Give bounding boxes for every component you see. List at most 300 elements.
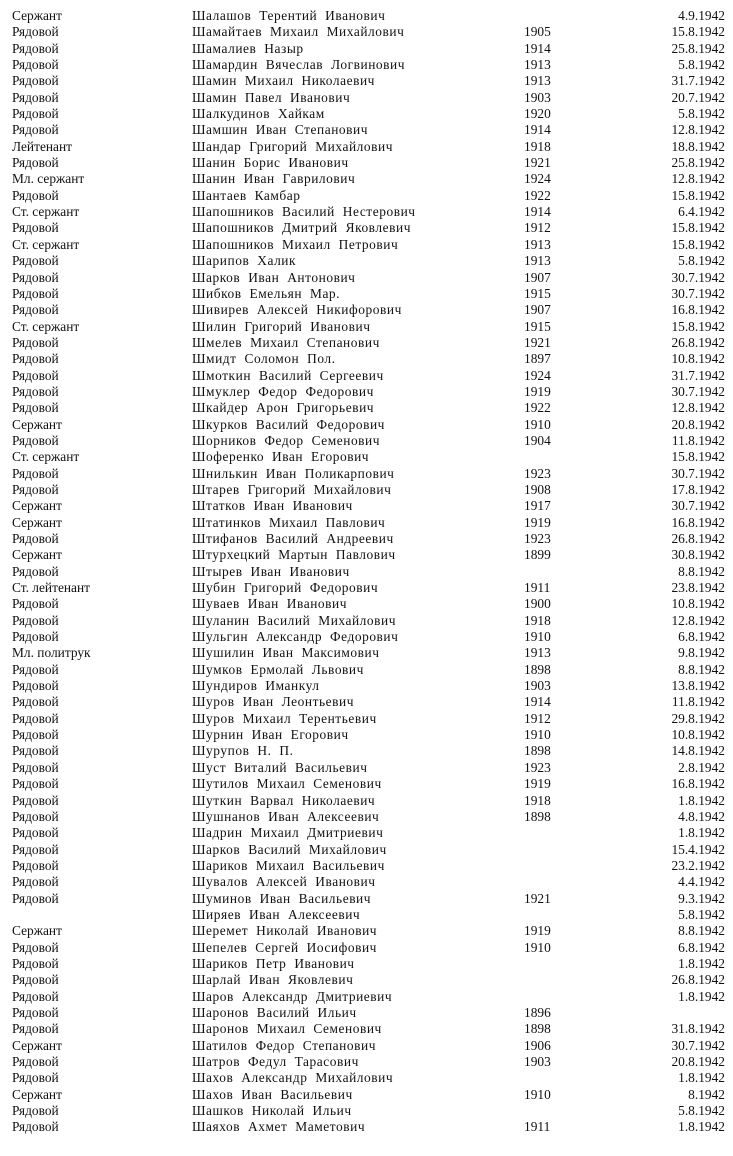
list-row <box>0 1021 733 1037</box>
date-cell: 15.4.1942 <box>671 841 725 857</box>
list-row <box>0 400 733 416</box>
name-cell: Шкурков Василий Федорович <box>192 416 385 432</box>
rank-cell: Рядовой <box>12 1054 59 1069</box>
rank-cell: Рядовой <box>12 694 59 710</box>
name-cell: Шувалов Алексей Иванович <box>192 874 376 890</box>
birth-year-cell: 1913 <box>524 73 551 89</box>
name-cell: Шеремет Николай Иванович <box>192 923 378 939</box>
date-cell: 26.8.1942 <box>671 972 725 988</box>
name-cell: Шарипов Халик <box>192 253 297 269</box>
date-cell: 12.8.1942 <box>671 612 725 628</box>
rank-cell: Рядовой <box>12 661 59 677</box>
name-cell: Ширяев Иван Алексеевич <box>192 906 361 922</box>
date-cell: 2.8.1942 <box>678 759 725 775</box>
list-row <box>0 171 733 187</box>
birth-year-cell: 1913 <box>524 57 551 73</box>
birth-year-cell: 1917 <box>524 498 551 514</box>
rank-cell: Рядовой <box>12 678 59 694</box>
list-row <box>0 286 733 302</box>
rank-cell: Ст. сержант <box>12 449 80 465</box>
date-cell: 15.8.1942 <box>671 187 725 203</box>
date-cell: 31.8.1942 <box>671 1021 725 1037</box>
rank-cell: Рядовой <box>12 596 59 612</box>
list-row <box>0 760 733 776</box>
list-row <box>0 874 733 890</box>
rank-cell: Мл. политрук <box>12 645 91 661</box>
birth-year-cell: 1910 <box>524 629 551 645</box>
rank-cell: Рядовой <box>12 465 59 481</box>
birth-year-cell: 1920 <box>524 106 551 122</box>
name-cell: Шушнанов Иван Алексеевич <box>192 808 380 824</box>
list-row <box>0 629 733 645</box>
name-cell: Шаронов Василий Ильич <box>192 1004 357 1020</box>
rank-cell: Мл. сержант <box>12 171 85 187</box>
list-row <box>0 368 733 384</box>
rank-cell: Сержант <box>12 547 62 563</box>
date-cell: 1.8.1942 <box>678 988 725 1004</box>
name-cell: Шурупов Н. П. <box>192 743 294 759</box>
rank-cell: Рядовой <box>12 531 59 546</box>
list-row <box>0 8 733 24</box>
date-cell: 8.8.1942 <box>678 661 725 677</box>
rank-cell: Рядовой <box>12 1004 59 1020</box>
rank-cell: Рядовой <box>12 367 59 383</box>
birth-year-cell: 1924 <box>524 367 551 383</box>
rank-cell: Рядовой <box>12 122 59 138</box>
list-row <box>0 482 733 498</box>
list-row <box>0 678 733 694</box>
list-row <box>0 204 733 220</box>
list-row <box>0 515 733 531</box>
list-row <box>0 940 733 956</box>
rank-cell: Рядовой <box>12 710 59 726</box>
name-cell: Шамшин Иван Степанович <box>192 122 369 138</box>
birth-year-cell: 1922 <box>524 187 551 203</box>
list-row <box>0 547 733 563</box>
date-cell: 8.1942 <box>688 1086 725 1102</box>
rank-cell: Рядовой <box>12 351 59 367</box>
birth-year-cell: 1915 <box>524 318 551 334</box>
date-cell: 15.8.1942 <box>671 236 725 252</box>
rank-cell: Ст. сержант <box>12 204 80 220</box>
rank-cell: Рядовой <box>12 481 59 497</box>
rank-cell: Рядовой <box>12 972 59 988</box>
name-cell: Шариков Петр Иванович <box>192 955 355 971</box>
rank-cell: Рядовой <box>12 106 59 122</box>
list-row <box>0 335 733 351</box>
list-row <box>0 188 733 204</box>
list-row <box>0 989 733 1005</box>
birth-year-cell: 1897 <box>524 351 551 367</box>
name-cell: Шапошников Василий Нестерович <box>192 204 416 220</box>
birth-year-cell: 1923 <box>524 465 551 481</box>
list-row <box>0 842 733 858</box>
list-row <box>0 923 733 939</box>
rank-cell: Рядовой <box>12 612 59 628</box>
list-row <box>0 1070 733 1086</box>
date-cell: 10.8.1942 <box>671 351 725 367</box>
rank-cell: Рядовой <box>12 1070 59 1086</box>
list-row <box>0 1038 733 1054</box>
name-cell: Шульгин Александр Федорович <box>192 629 399 645</box>
birth-year-cell: 1913 <box>524 645 551 661</box>
date-cell: 5.8.1942 <box>678 906 725 922</box>
name-cell: Шибков Емельян Мар. <box>192 285 341 301</box>
list-row <box>0 253 733 269</box>
birth-year-cell: 1913 <box>524 253 551 269</box>
list-row <box>0 727 733 743</box>
name-cell: Шнилькин Иван Поликарпович <box>192 465 395 481</box>
birth-year-cell: 1913 <box>524 236 551 252</box>
list-row <box>0 220 733 236</box>
birth-year-cell: 1910 <box>524 939 551 955</box>
birth-year-cell: 1903 <box>524 678 551 694</box>
date-cell: 9.8.1942 <box>678 645 725 661</box>
rank-cell: Сержант <box>12 1037 62 1053</box>
name-cell: Шуланин Василий Михайлович <box>192 612 397 628</box>
birth-year-cell: 1914 <box>524 694 551 710</box>
rank-cell: Рядовой <box>12 890 59 906</box>
date-cell: 9.3.1942 <box>678 890 725 906</box>
rank-cell: Рядовой <box>12 743 59 759</box>
date-cell: 15.8.1942 <box>671 220 725 236</box>
rank-cell: Рядовой <box>12 24 59 40</box>
name-cell: Шандар Григорий Михайлович <box>192 138 394 154</box>
list-row <box>0 531 733 547</box>
rank-cell: Рядовой <box>12 955 59 971</box>
list-row <box>0 139 733 155</box>
name-cell: Шарков Василий Михайлович <box>192 841 387 857</box>
birth-year-cell: 1914 <box>524 40 551 56</box>
birth-year-cell: 1908 <box>524 481 551 497</box>
rank-cell: Рядовой <box>12 988 59 1004</box>
name-cell: Шалашов Терентий Иванович <box>192 8 386 23</box>
rank-cell: Ст. сержант <box>12 236 80 252</box>
rank-cell: Сержант <box>12 923 62 939</box>
date-cell: 5.8.1942 <box>678 57 725 73</box>
date-cell: 26.8.1942 <box>671 531 725 546</box>
date-cell: 12.8.1942 <box>671 400 725 416</box>
birth-year-cell: 1905 <box>524 24 551 40</box>
list-row <box>0 237 733 253</box>
list-row <box>0 711 733 727</box>
list-row <box>0 776 733 792</box>
date-cell: 13.8.1942 <box>671 678 725 694</box>
name-cell: Шмуклер Федор Федорович <box>192 383 374 399</box>
list-row <box>0 351 733 367</box>
birth-year-cell: 1898 <box>524 743 551 759</box>
list-row <box>0 73 733 89</box>
birth-year-cell: 1907 <box>524 269 551 285</box>
name-cell: Штырев Иван Иванович <box>192 563 350 579</box>
rank-cell: Рядовой <box>12 432 59 448</box>
name-cell: Шатров Федул Тарасович <box>192 1054 359 1069</box>
rank-cell: Рядовой <box>12 285 59 301</box>
rank-cell: Рядовой <box>12 1119 59 1135</box>
list-row <box>0 90 733 106</box>
birth-year-cell: 1912 <box>524 710 551 726</box>
birth-year-cell: 1919 <box>524 923 551 939</box>
rank-cell: Сержант <box>12 498 62 514</box>
name-cell: Шубин Григорий Федорович <box>192 580 379 596</box>
name-cell: Шуткин Варвал Николаевич <box>192 792 376 808</box>
name-cell: Шарлай Иван Яковлевич <box>192 972 354 988</box>
rank-cell: Сержант <box>12 1086 62 1102</box>
rank-cell: Рядовой <box>12 187 59 203</box>
name-cell: Шамин Павел Иванович <box>192 89 351 105</box>
date-cell: 10.8.1942 <box>671 596 725 612</box>
birth-year-cell: 1914 <box>524 122 551 138</box>
rank-cell: Рядовой <box>12 269 59 285</box>
list-row <box>0 466 733 482</box>
birth-year-cell: 1918 <box>524 612 551 628</box>
rank-cell: Рядовой <box>12 383 59 399</box>
rank-cell: Сержант <box>12 8 62 23</box>
rank-cell: Рядовой <box>12 874 59 890</box>
birth-year-cell: 1906 <box>524 1037 551 1053</box>
list-row <box>0 155 733 171</box>
name-cell: Шушилин Иван Максимович <box>192 645 380 661</box>
birth-year-cell: 1899 <box>524 547 551 563</box>
list-row <box>0 41 733 57</box>
list-row <box>0 662 733 678</box>
list-row <box>0 564 733 580</box>
rank-cell: Лейтенант <box>12 138 73 154</box>
list-row <box>0 645 733 661</box>
name-cell: Шарков Иван Антонович <box>192 269 356 285</box>
birth-year-cell: 1898 <box>524 808 551 824</box>
name-cell: Шаров Александр Дмитриевич <box>192 988 393 1004</box>
date-cell: 12.8.1942 <box>671 122 725 138</box>
name-cell: Шанин Иван Гаврилович <box>192 171 356 187</box>
list-row <box>0 793 733 809</box>
date-cell: 15.8.1942 <box>671 449 725 465</box>
date-cell: 1.8.1942 <box>678 955 725 971</box>
name-cell: Шапошников Дмитрий Яковлевич <box>192 220 411 236</box>
date-cell: 1.8.1942 <box>678 1070 725 1086</box>
casualty-list <box>0 8 733 1136</box>
list-row <box>0 449 733 465</box>
name-cell: Шепелев Сергей Иосифович <box>192 939 377 955</box>
name-cell: Шашков Николай Ильич <box>192 1103 352 1119</box>
date-cell: 16.8.1942 <box>671 776 725 792</box>
name-cell: Шадрин Михаил Дмитриевич <box>192 825 384 841</box>
birth-year-cell: 1903 <box>524 89 551 105</box>
list-row <box>0 57 733 73</box>
rank-cell: Рядовой <box>12 400 59 416</box>
date-cell: 30.7.1942 <box>671 383 725 399</box>
date-cell: 16.8.1942 <box>671 302 725 318</box>
birth-year-cell: 1907 <box>524 302 551 318</box>
name-cell: Шариков Михаил Васильевич <box>192 857 385 873</box>
list-row <box>0 24 733 40</box>
date-cell: 30.7.1942 <box>671 269 725 285</box>
name-cell: Шуминов Иван Васильевич <box>192 890 372 906</box>
birth-year-cell: 1900 <box>524 596 551 612</box>
list-row <box>0 270 733 286</box>
name-cell: Шанин Борис Иванович <box>192 155 349 171</box>
rank-cell: Рядовой <box>12 629 59 645</box>
name-cell: Шоференко Иван Егорович <box>192 449 370 465</box>
list-row <box>0 743 733 759</box>
birth-year-cell: 1919 <box>524 776 551 792</box>
list-row <box>0 580 733 596</box>
date-cell: 11.8.1942 <box>671 432 725 448</box>
list-row <box>0 417 733 433</box>
date-cell: 1.8.1942 <box>678 1119 725 1135</box>
date-cell: 26.8.1942 <box>671 334 725 350</box>
birth-year-cell: 1921 <box>524 334 551 350</box>
name-cell: Шмидт Соломон Пол. <box>192 351 336 367</box>
rank-cell: Рядовой <box>12 563 59 579</box>
date-cell: 6.4.1942 <box>678 204 725 220</box>
birth-year-cell: 1924 <box>524 171 551 187</box>
date-cell: 1.8.1942 <box>678 825 725 841</box>
name-cell: Штурхецкий Мартын Павлович <box>192 547 396 563</box>
date-cell: 30.7.1942 <box>671 285 725 301</box>
list-row <box>0 825 733 841</box>
name-cell: Шмоткин Василий Сергеевич <box>192 367 384 383</box>
rank-cell: Ст. сержант <box>12 318 80 334</box>
list-row <box>0 1054 733 1070</box>
name-cell: Шорников Федор Семенович <box>192 432 381 448</box>
list-row <box>0 1087 733 1103</box>
name-cell: Шапошников Михаил Петрович <box>192 236 399 252</box>
date-cell: 11.8.1942 <box>671 694 725 710</box>
list-row <box>0 596 733 612</box>
name-cell: Шатилов Федор Степанович <box>192 1037 377 1053</box>
date-cell: 23.2.1942 <box>671 857 725 873</box>
rank-cell: Рядовой <box>12 841 59 857</box>
name-cell: Шамайтаев Михаил Михайлович <box>192 24 405 40</box>
date-cell: 8.8.1942 <box>678 563 725 579</box>
birth-year-cell: 1911 <box>524 1119 551 1135</box>
rank-cell: Рядовой <box>12 727 59 743</box>
name-cell: Шахов Иван Васильевич <box>192 1086 353 1102</box>
rank-cell: Рядовой <box>12 89 59 105</box>
rank-cell: Рядовой <box>12 1021 59 1037</box>
date-cell: 4.4.1942 <box>678 874 725 890</box>
birth-year-cell: 1898 <box>524 661 551 677</box>
date-cell: 30.7.1942 <box>671 465 725 481</box>
date-cell: 30.7.1942 <box>671 1037 725 1053</box>
rank-cell: Ст. лейтенант <box>12 580 91 596</box>
birth-year-cell: 1921 <box>524 890 551 906</box>
date-cell: 15.8.1942 <box>671 318 725 334</box>
name-cell: Шилин Григорий Иванович <box>192 318 371 334</box>
date-cell: 20.7.1942 <box>671 89 725 105</box>
list-row <box>0 694 733 710</box>
list-row <box>0 122 733 138</box>
name-cell: Шмелев Михаил Степанович <box>192 334 380 350</box>
list-row <box>0 498 733 514</box>
birth-year-cell: 1921 <box>524 155 551 171</box>
name-cell: Штифанов Василий Андреевич <box>192 531 394 546</box>
name-cell: Шуваев Иван Иванович <box>192 596 348 612</box>
date-cell: 5.8.1942 <box>678 1103 725 1119</box>
name-cell: Шаяхов Ахмет Маметович <box>192 1119 366 1135</box>
list-row <box>0 972 733 988</box>
birth-year-cell: 1923 <box>524 531 551 546</box>
birth-year-cell: 1914 <box>524 204 551 220</box>
list-row <box>0 1119 733 1135</box>
rank-cell: Рядовой <box>12 220 59 236</box>
name-cell: Шуст Виталий Васильевич <box>192 759 368 775</box>
date-cell: 30.8.1942 <box>671 547 725 563</box>
list-row <box>0 809 733 825</box>
date-cell: 17.8.1942 <box>671 481 725 497</box>
date-cell: 6.8.1942 <box>678 939 725 955</box>
name-cell: Шамин Михаил Николаевич <box>192 73 375 89</box>
name-cell: Штатков Иван Иванович <box>192 498 353 514</box>
rank-cell: Сержант <box>12 416 62 432</box>
birth-year-cell: 1919 <box>524 514 551 530</box>
name-cell: Шамалиев Назыр <box>192 40 304 56</box>
birth-year-cell: 1923 <box>524 759 551 775</box>
list-row <box>0 302 733 318</box>
rank-cell: Рядовой <box>12 253 59 269</box>
list-row <box>0 956 733 972</box>
rank-cell: Сержант <box>12 514 62 530</box>
rank-cell: Рядовой <box>12 792 59 808</box>
date-cell: 31.7.1942 <box>671 367 725 383</box>
list-row <box>0 1103 733 1119</box>
rank-cell: Рядовой <box>12 776 59 792</box>
name-cell: Шалкудинов Хайкам <box>192 106 325 122</box>
date-cell: 5.8.1942 <box>678 253 725 269</box>
birth-year-cell: 1918 <box>524 138 551 154</box>
date-cell: 6.8.1942 <box>678 629 725 645</box>
list-row <box>0 613 733 629</box>
birth-year-cell: 1898 <box>524 1021 551 1037</box>
date-cell: 20.8.1942 <box>671 416 725 432</box>
name-cell: Шуров Иван Леонтьевич <box>192 694 355 710</box>
name-cell: Штарев Григорий Михайлович <box>192 481 392 497</box>
rank-cell: Рядовой <box>12 939 59 955</box>
date-cell: 4.9.1942 <box>678 8 725 23</box>
list-row <box>0 891 733 907</box>
birth-year-cell: 1904 <box>524 432 551 448</box>
name-cell: Шаронов Михаил Семенович <box>192 1021 382 1037</box>
list-row <box>0 858 733 874</box>
birth-year-cell: 1912 <box>524 220 551 236</box>
name-cell: Шамардин Вячеслав Логвинович <box>192 57 406 73</box>
date-cell: 5.8.1942 <box>678 106 725 122</box>
rank-cell: Рядовой <box>12 155 59 171</box>
date-cell: 18.8.1942 <box>671 138 725 154</box>
rank-cell: Рядовой <box>12 857 59 873</box>
birth-year-cell: 1910 <box>524 1086 551 1102</box>
rank-cell: Рядовой <box>12 302 59 318</box>
rank-cell: Рядовой <box>12 825 59 841</box>
date-cell: 25.8.1942 <box>671 40 725 56</box>
date-cell: 4.8.1942 <box>678 808 725 824</box>
date-cell: 30.7.1942 <box>671 498 725 514</box>
birth-year-cell: 1910 <box>524 727 551 743</box>
date-cell: 12.8.1942 <box>671 171 725 187</box>
birth-year-cell: 1922 <box>524 400 551 416</box>
name-cell: Шурнин Иван Егорович <box>192 727 349 743</box>
list-row <box>0 319 733 335</box>
rank-cell: Рядовой <box>12 40 59 56</box>
birth-year-cell: 1911 <box>524 580 551 596</box>
birth-year-cell: 1903 <box>524 1054 551 1069</box>
birth-year-cell: 1919 <box>524 383 551 399</box>
date-cell: 23.8.1942 <box>671 580 725 596</box>
name-cell: Шундиров Иманкул <box>192 678 320 694</box>
date-cell: 14.8.1942 <box>671 743 725 759</box>
list-row <box>0 1005 733 1021</box>
